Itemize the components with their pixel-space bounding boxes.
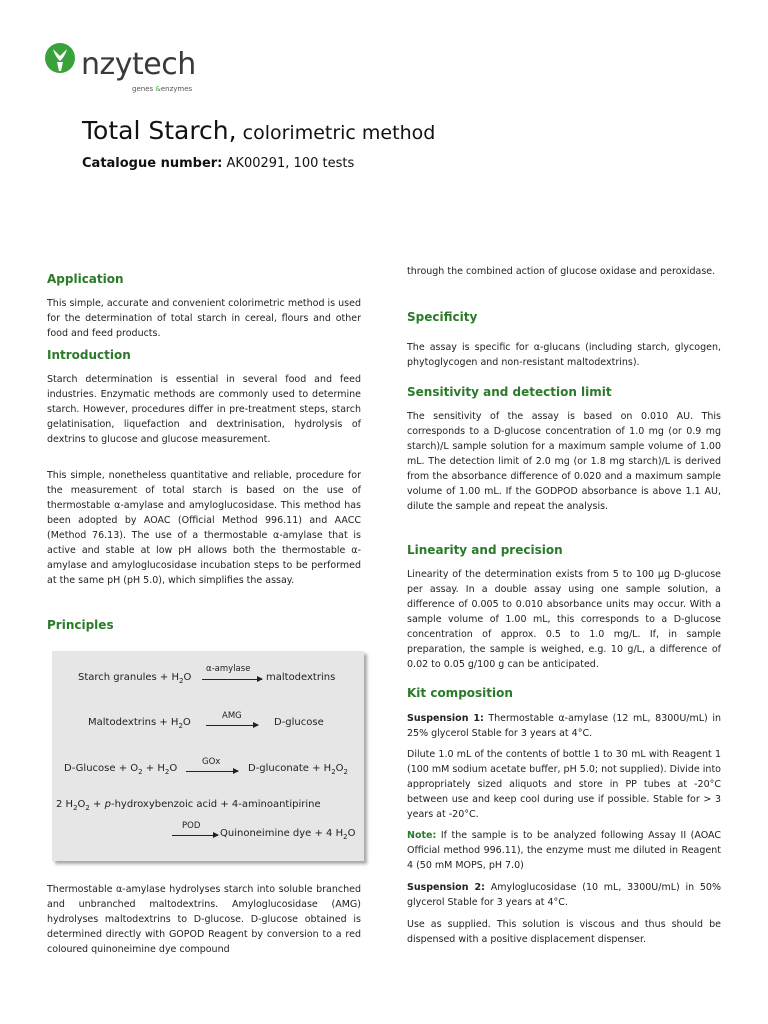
catalogue-number: Catalogue number: AK00291, 100 tests — [82, 156, 355, 171]
heading-linearity: Linearity and precision — [407, 543, 563, 557]
principles-continuation: through the combined action of glucose oxidase and peroxidase. — [407, 266, 716, 277]
heading-kit-composition: Kit composition — [407, 686, 513, 700]
reaction-5-enzyme: POD — [182, 821, 201, 831]
heading-principles: Principles — [47, 618, 114, 632]
reaction-1-arrow — [202, 679, 262, 680]
reaction-3-arrow — [186, 771, 238, 772]
heading-introduction: Introduction — [47, 348, 131, 362]
kit-note: Note: If the sample is to be analyzed following Assay II (AOAC Official method 996.11), the enzyme must me diluted in Reagent 4 (50 mM MOPS, pH 7.0) — [407, 830, 721, 871]
kit-use-instructions: Use as supplied. This solution is viscous and thus should be dispensed with a positive displacement dispenser. — [407, 919, 721, 945]
logo-brand-text: nzytech — [81, 47, 196, 82]
reaction-2-product: D-glucose — [274, 717, 324, 728]
reaction-1-substrate: Starch granules + $H_2O$ — [78, 672, 192, 685]
page-title: Total Starch, colorimetric method — [82, 116, 436, 145]
kit-suspension-2: Suspension 2: Amyloglucosidase (10 mL, 3300U/mL) in 50% glycerol Stable for 3 years at 4°C. — [407, 882, 721, 908]
reaction-1-product: maltodextrins — [266, 672, 336, 683]
kit-suspension-1: Suspension 1: Thermostable α-amylase (12 mL, 8300U/mL) in 25% glycerol Stable for 3 years at 4°C. — [407, 713, 721, 739]
sensitivity-text: The sensitivity of the assay is based on 0.010 AU. This corresponds to a D-glucose concentration of 1.0 mg (or 0.9 mg starch)/L sample solution for a maximum sample volume of 1.00 mL. The detection limit of 2.0 mg (or 1.8 mg starch)/L is derived from the absorbance difference of 0.020 and a maximum sample volume of 1.00 mL. If the GODPOD absorbance is above 1.1 AU, dilute the sample and repeat the analysis. — [407, 411, 721, 512]
reaction-5-product: Quinoneimine dye + 4 $H_2O$ — [220, 828, 356, 841]
logo-tagline: genes &enzymes — [132, 85, 193, 93]
reaction-scheme-box — [52, 651, 364, 861]
heading-sensitivity: Sensitivity and detection limit — [407, 385, 612, 399]
reaction-3-enzyme: GOx — [202, 757, 221, 767]
reaction-1-enzyme: α-amylase — [206, 664, 251, 674]
reaction-3-product: D-gluconate + $H_2O_2$ — [248, 763, 348, 776]
reaction-2-substrate: Maltodextrins + $H_2O$ — [88, 717, 191, 730]
kit-dilution-instructions: Dilute 1.0 mL of the contents of bottle 1 to 30 mL with Reagent 1 (100 mM sodium acetate buffer, pH 5.0; not supplied). Divide into appropriately sized aliquots and store in PP tubes at -20°C between use and keep cool during use if possible. Stable for > 3 years at -20°C. — [407, 749, 721, 820]
reaction-2-enzyme: AMG — [222, 711, 242, 721]
reaction-4-substrates: 2 $H_2O_2$ + p-hydroxybenzoic acid + 4-aminoantipirine — [56, 799, 321, 812]
linearity-text: Linearity of the determination exists from 5 to 100 µg D-glucose per assay. In a double assay using one sample solution, a difference of 0.005 to 0.010 absorbance units may occur. With a sample volume of 1.00 mL, this corresponds to a D-glucose concentration of approx. 0.5 to 1.0 mg/L. If, in sample preparation, the sample is weighed, e.g. 10 g/L, a difference of 0.02 to 0.05 g/100 g can be anticipated. — [407, 569, 721, 670]
reaction-2-arrow — [206, 725, 258, 726]
heading-application: Application — [47, 272, 124, 286]
introduction-paragraph-2: This simple, nonetheless quantitative and reliable, procedure for the measurement of total starch is based on the use of thermostable α-amylase and amyloglucosidase. This method has been adopted by AOAC (Official Method 996.11) and AACC (Method 76.13). The use of a thermostable α-amylase that is active and stable at low pH allows both the thermostable α-amylase and amyloglucosidase incubation steps to be performed at the same pH (pH 5.0), which simplifies the assay. — [47, 470, 361, 586]
specificity-text: The assay is specific for α-glucans (including starch, glycogen, phytoglycogen and non-resistant maltodextrins). — [407, 342, 721, 368]
principles-text: Thermostable α-amylase hydrolyses starch into soluble branched and unbranched maltodextrins. Amyloglucosidase (AMG) hydrolyses maltodextrins to D-glucose. D-glucose obtained is determined directly with GOPOD Reagent by conversion to a red coloured quinoneimine dye compound — [47, 884, 361, 955]
reaction-3-substrate: $D-Glucose + O_2 + H_2O$ — [64, 763, 178, 776]
application-text: This simple, accurate and convenient colorimetric method is used for the determination of total starch in cereal, flours and other food and feed products. — [47, 298, 361, 339]
introduction-paragraph-1: Starch determination is essential in several food and feed industries. Enzymatic methods are commonly used to determine starch. However, procedures differ in pre-treatment steps, starch gelatinisation, liquefaction and dextrinisation, hydrolysis of dextrins to glucose and glucose measurement. — [47, 374, 361, 445]
heading-specificity: Specificity — [407, 310, 478, 324]
reaction-5-arrow — [172, 835, 218, 836]
